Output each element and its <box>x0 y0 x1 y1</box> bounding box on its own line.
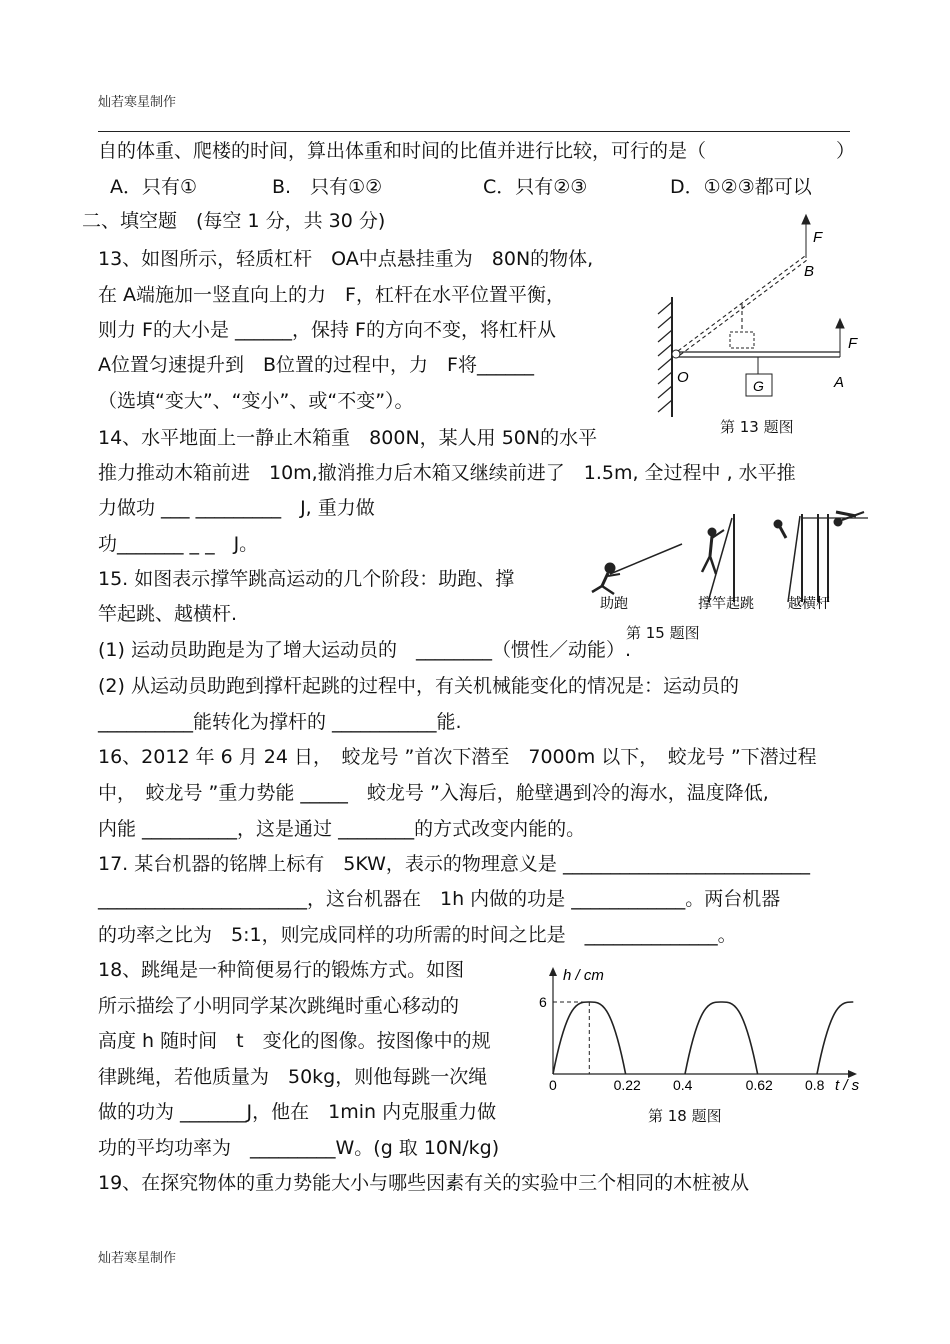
q15-line-2: 竿起跳、越横杆. <box>98 603 238 625</box>
q16-line-3: 内能 __________，这是通过 ________的方式改变内能的。 <box>98 818 586 840</box>
label-force-right: F <box>848 335 858 352</box>
q14-line-3: 力做功 ___ _________ J, 重力做 <box>98 497 375 519</box>
label-point-b: B <box>804 263 815 280</box>
q18-line-6: 功的平均功率为 _________W。(g 取 10N/kg) <box>98 1137 500 1159</box>
q18-line-2: 所示描绘了小明同学某次跳绳时重心移动的 <box>98 995 460 1017</box>
runner-figure <box>592 544 682 594</box>
q14-line-1: 14、水平地面上一静止木箱重 800N，某人用 50N的水平 <box>98 427 598 449</box>
page-footer: 灿若寒星制作 <box>98 1251 177 1266</box>
figure-13-lever <box>650 212 870 418</box>
q13-line-2: 在 A端施加一竖直向上的力 F，杠杆在水平位置平衡， <box>98 284 565 306</box>
x-tick-label-3: 0.62 <box>745 1077 773 1092</box>
x-tick-label-2: 0.4 <box>673 1077 693 1092</box>
q17-line-3: 的功率之比为 5:1，则完成同样的功所需的时间之比是 ______________。 <box>98 924 737 946</box>
stage-label-run: 助跑 <box>600 595 628 611</box>
y-axis-arrow <box>549 967 557 976</box>
q18-line-5: 做的功为 _______J，他在 1min 内克服重力做 <box>98 1101 497 1123</box>
q19-line-1: 19、在探究物体的重力势能大小与哪些因素有关的实验中三个相同的木桩被从 <box>98 1172 750 1194</box>
x-tick-label-1: 0.22 <box>613 1077 641 1092</box>
q18-line-4: 律跳绳，若他质量为 50kg，则他每跳一次绳 <box>98 1066 488 1088</box>
figure-18-caption: 第 18 题图 <box>648 1107 722 1125</box>
label-force-top: F <box>813 229 823 246</box>
pivot-o <box>672 350 680 358</box>
lever-b-position <box>678 256 807 355</box>
force-arrow-b <box>802 215 810 258</box>
series-hump-2 <box>685 1002 758 1074</box>
figure-15-pole-vault <box>588 504 873 616</box>
q15-line-4: (2) 从运动员助跑到撑杆起跳的过程中，有关机械能变化的情况是：运动员的 <box>98 675 739 697</box>
q17-line-2: ______________________，这台机器在 1h 内做的功是 ____________。两台机器 <box>98 888 781 910</box>
q12-paren-close: ） <box>836 140 856 162</box>
q12-text: 自的体重、爬楼的时间，算出体重和时间的比值并进行比较，可行的是（ <box>98 140 707 162</box>
q18-line-1: 18、跳绳是一种简便易行的锻炼方式。如图 <box>98 959 465 981</box>
vaulter-over-bar <box>774 512 868 602</box>
x-axis-label: t / s <box>835 1077 860 1092</box>
label-weight: G <box>753 378 764 394</box>
q18-line-3: 高度 h 随时间 t 变化的图像。按图像中的规 <box>98 1030 491 1052</box>
q13-line-1: 13、如图所示，轻质杠杆 OA中点悬挂重为 80N的物体, <box>98 248 594 270</box>
q12-option-d: D．①②③都可以 <box>670 176 812 198</box>
q15-line-5: __________能转化为撑杆的 ___________能. <box>98 711 462 733</box>
y-axis-label: h / cm <box>563 967 604 984</box>
x-tick-label-4: 0.8 <box>805 1077 825 1092</box>
force-arrow-a <box>836 319 844 352</box>
label-point-a: A <box>834 374 845 391</box>
lever-a-position <box>677 352 840 357</box>
weight-dashed <box>730 332 754 348</box>
stage-label-takeoff: 撑竿起跳 <box>698 595 754 611</box>
q12-option-c: C．只有②③ <box>483 176 588 198</box>
q14-line-4: 功_______ _ _ J。 <box>98 533 259 555</box>
y-tick-label-6: 6 <box>539 994 547 1010</box>
q15-line-1: 15. 如图表示撑竿跳高运动的几个阶段：助跑、撑 <box>98 568 515 590</box>
q16-line-1: 16、2012 年 6 月 24 日， 蛟龙号 ”首次下潜至 7000m 以下， 蛟龙号 ”下潜过程 <box>98 746 817 768</box>
x-tick-label-0: 0 <box>549 1077 557 1092</box>
q14-line-2: 推力推动木箱前进 10m,撤消推力后木箱又继续前进了 1.5m, 全过程中 , 水平推 <box>98 462 796 484</box>
stage-label-bar: 越横杆 <box>788 595 830 611</box>
q16-line-2: 中， 蛟龙号 ”重力势能 _____ 蛟龙号 ”入海后，舱壁遇到冷的海水，温度降低, <box>98 782 769 804</box>
series-hump-3 <box>817 1002 853 1074</box>
q17-line-1: 17. 某台机器的铭牌上标有 5KW，表示的物理意义是 __________________________ <box>98 853 810 875</box>
page-header: 灿若寒星制作 <box>98 95 177 110</box>
q15-line-3: (1) 运动员助跑是为了增大运动员的 ________（惯性／动能）. <box>98 639 631 661</box>
q13-line-3: 则力 F的大小是 ______，保持 F的方向不变，将杠杆从 <box>98 319 556 341</box>
vaulter-takeoff <box>702 514 734 602</box>
q12-option-b: B. 只有①② <box>272 176 383 198</box>
q13-line-5: （选填“变大”、“变小”、或“不变”）。 <box>98 390 414 412</box>
figure-18-chart <box>535 962 870 1092</box>
section-title: 二、填空题 (每空 1 分，共 30 分) <box>82 210 386 232</box>
q13-line-4: A位置匀速提升到 B位置的过程中，力 F将______ <box>98 354 534 376</box>
figure-13-caption: 第 13 题图 <box>720 418 794 436</box>
divider-line <box>98 131 850 132</box>
figure-15-caption: 第 15 题图 <box>626 624 700 642</box>
wall <box>658 297 672 417</box>
q12-option-a: A．只有① <box>110 176 198 198</box>
label-point-o: O <box>677 369 689 386</box>
